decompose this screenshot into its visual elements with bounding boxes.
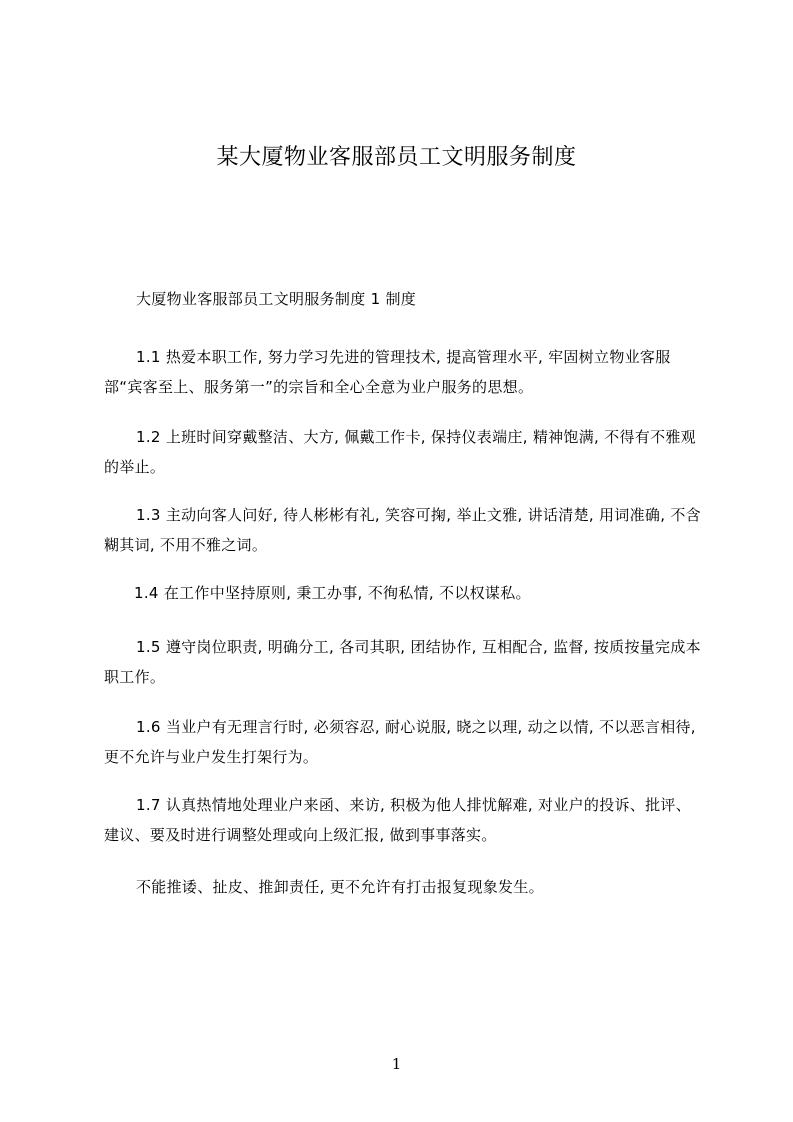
paragraph-1-7: 1.7 认真热情地处理业户来函、来访, 积极为他人排忧解难, 对业户的投诉、批评、建议、要及时进行调整处理或向上级汇报, 做到事事落实。 [104,796,691,844]
paragraph-1-2: 1.2 上班时间穿戴整洁、大方, 佩戴工作卡, 保持仪表端庄, 精神饱满, 不得有不雅观的举止。 [104,428,696,476]
paragraph-1-3: 1.3 主动向客人问好, 待人彬彬有礼, 笑容可掬, 举止文雅, 讲话清楚, 用词准确, 不含糊其词, 不用不雅之词。 [104,506,701,554]
document-subtitle: 大厦物业客服部员工文明服务制度 1 制度 [136,290,417,308]
paragraph-1-1: 1.1 热爱本职工作, 努力学习先进的管理技术, 提高管理水平, 牢固树立物业客服部“宾客至上、服务第一”的宗旨和全心全意为业户服务的思想。 [104,348,671,396]
paragraph-1-5: 1.5 遵守岗位职责, 明确分工, 各司其职, 团结协作, 互相配合, 监督, 按质按量完成本职工作。 [104,638,701,686]
paragraph-1-6: 1.6 当业户有无理言行时, 必须容忍, 耐心说服, 晓之以理, 动之以情, 不以恶言相待, 更不允许与业户发生打架行为。 [104,718,696,766]
page-number: 1 [391,1055,402,1073]
document-title: 某大厦物业客服部员工文明服务制度 [216,145,577,170]
paragraph-closing: 不能推诿、扯皮、推卸责任, 更不允许有打击报复现象发生。 [136,878,544,896]
paragraph-1-4: 1.4 在工作中坚持原则, 秉工办事, 不徇私情, 不以权谋私。 [134,584,531,602]
